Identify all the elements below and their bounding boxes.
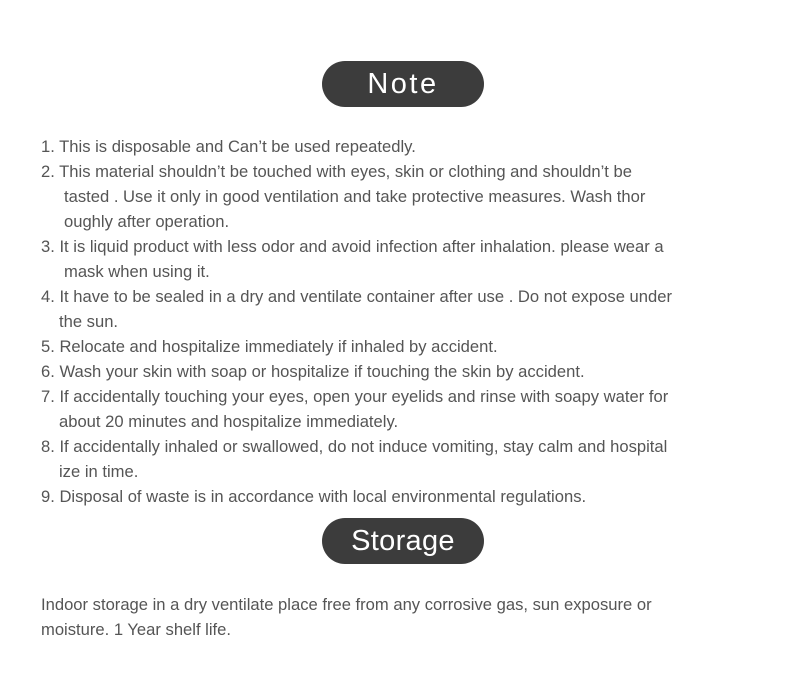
note-item-line: 8. If accidentally inhaled or swallowed, do not induce vomiting, stay calm and hospital [41, 437, 668, 456]
note-item-line: ize in time. [59, 462, 139, 481]
note-item-line: the sun. [59, 312, 119, 331]
note-item-line: 3. It is liquid product with less odor and avoid infection after inhalation. please wear a [41, 237, 664, 256]
note-item-line: 1. This is disposable and Can’t be used repeatedly. [41, 137, 416, 156]
note-item-line: 9. Disposal of waste is in accordance with local environmental regulations. [41, 487, 587, 506]
note-heading-badge [322, 61, 484, 107]
note-item-8 [41, 434, 776, 484]
note-item-line: 7. If accidentally touching your eyes, open your eyelids and rinse with soapy water for [41, 387, 669, 406]
storage-line: Indoor storage in a dry ventilate place free from any corrosive gas, sun exposure or [41, 595, 652, 614]
note-item-5 [41, 334, 776, 359]
note-item-1 [41, 134, 776, 159]
note-item-line: mask when using it. [64, 262, 210, 281]
note-item-line: 6. Wash your skin with soap or hospitalize if touching the skin by accident. [41, 362, 585, 381]
note-item-7 [41, 384, 776, 434]
note-item-3 [41, 234, 776, 284]
note-item-line: 5. Relocate and hospitalize immediately if inhaled by accident. [41, 337, 498, 356]
storage-line: moisture. 1 Year shelf life. [41, 620, 232, 639]
storage-heading: Storage [351, 524, 455, 557]
note-item-6 [41, 359, 776, 384]
note-list [41, 134, 776, 509]
note-item-line: about 20 minutes and hospitalize immediately. [59, 412, 399, 431]
storage-heading-badge [322, 518, 484, 564]
storage-description [41, 592, 781, 642]
note-item-line: oughly after operation. [64, 212, 230, 231]
note-item-line: 4. It have to be sealed in a dry and ventilate container after use . Do not expose under [41, 287, 672, 306]
note-item-4 [41, 284, 776, 334]
note-item-line: tasted . Use it only in good ventilation and take protective measures. Wash thor [64, 187, 646, 206]
note-item-9 [41, 484, 776, 509]
note-heading: Note [367, 67, 439, 100]
note-item-2 [41, 159, 776, 234]
note-item-line: 2. This material shouldn’t be touched with eyes, skin or clothing and shouldn’t be [41, 162, 632, 181]
